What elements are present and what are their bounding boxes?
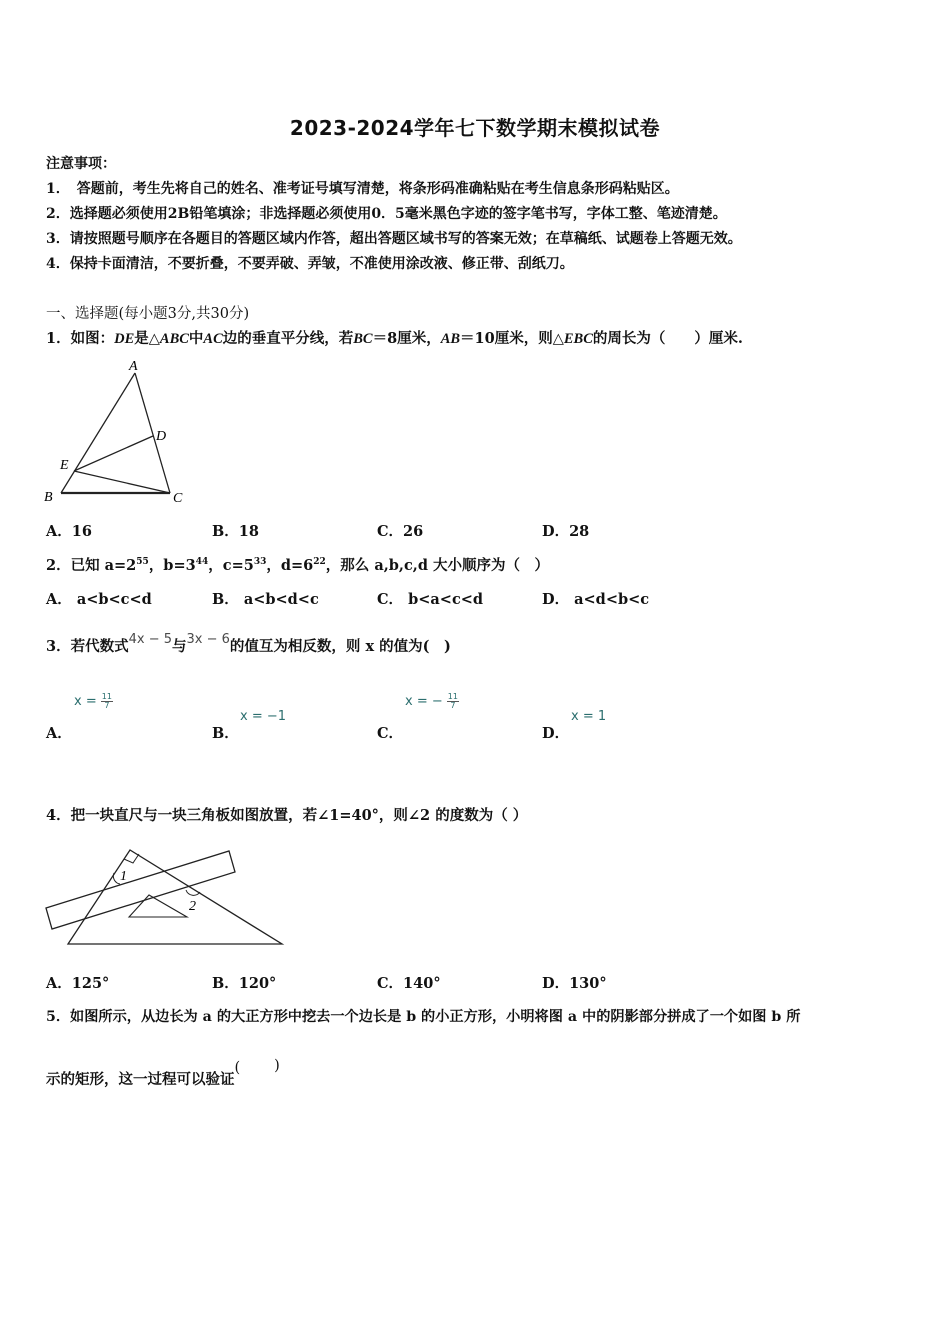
q2-option-a[interactable]: A． a<b<c<d — [46, 591, 152, 608]
q4-option-d[interactable]: D．130° — [542, 975, 607, 992]
angle-1-label: 1 — [120, 869, 127, 884]
q3-option-b[interactable]: x = −1 — [240, 709, 287, 724]
q2-option-b[interactable]: B． a<b<d<c — [212, 591, 319, 608]
question-2-text: 2．已知 $a=2^{55}$，$b=3^{44}$，$c=5^{33}$，$d=6^{22}$，那么 a,b,c,d 大小顺序为（ ） — [46, 557, 550, 574]
q3-option-a[interactable]: x = $\frac{11}{7}$ — [74, 692, 112, 710]
label-b: B — [44, 490, 53, 505]
q2-option-c[interactable]: C． b<a<c<d — [377, 591, 484, 608]
question-4-text: 4．把一块直尺与一块三角板如图放置，若∠1=40°，则∠2 的度数为（ ） — [46, 807, 528, 824]
q3-option-d[interactable]: x = 1 — [571, 709, 607, 724]
triangle-figure — [40, 355, 200, 510]
note-item: 4．保持卡面清洁，不要折叠，不要弄破、弄皱，不准使用涂改液、修正带、刮纸刀。 — [46, 256, 574, 272]
q3-option-a-letter: A． — [46, 725, 72, 742]
question-5-line2: 示的矩形，这一过程可以验证( ) — [46, 1058, 280, 1088]
note-item: 1． 答题前，考生先将自己的姓名、准考证号填写清楚，将条形码准确粘贴在考生信息条形码粘贴区。 — [46, 181, 679, 197]
section-heading: 一、选择题(每小题3分,共30分) — [46, 306, 250, 322]
q1-option-d[interactable]: D．28 — [542, 523, 590, 540]
angle-2-label: 2 — [189, 899, 196, 914]
q3-option-c-letter: C． — [377, 725, 404, 742]
label-d: D — [156, 429, 167, 444]
note-item: 2．选择题必须使用2B铅笔填涂；非选择题必须使用0．5毫米黑色字迹的签字笔书写，字体工整、笔迹清楚。 — [46, 206, 727, 222]
label-a: A — [129, 359, 138, 374]
q3-option-d-letter: D． — [542, 725, 570, 742]
note-item: 3．请按照题号顺序在各题目的答题区域内作答，超出答题区域书写的答案无效；在草稿纸、试题卷上答题无效。 — [46, 231, 742, 247]
q1-option-c[interactable]: C．26 — [377, 523, 424, 540]
expr-1: 4x − 5 — [128, 632, 172, 647]
ruler-triangle-figure — [40, 840, 290, 952]
label-e: E — [60, 458, 69, 473]
q3-option-c[interactable]: x = − $\frac{11}{7}$ — [405, 692, 458, 710]
q3-option-b-letter: B． — [212, 725, 239, 742]
notes-heading: 注意事项： — [46, 156, 116, 172]
q4-option-b[interactable]: B．120° — [212, 975, 277, 992]
q1-option-a[interactable]: A．16 — [46, 523, 92, 540]
expr-2: 3x − 6 — [186, 632, 230, 647]
question-3-text: 3．若代数式4x − 5与3x − 6的值互为相反数，则 x 的值为( ) — [46, 632, 451, 655]
q2-option-d[interactable]: D． a<d<b<c — [542, 591, 650, 608]
question-1-text: 1．如图：DE是△ABC中AC边的垂直平分线，若BC＝8厘米，AB＝10厘米，则△EBC的周长为（ ）厘米. — [46, 330, 743, 347]
q1-option-b[interactable]: B．18 — [212, 523, 259, 540]
q4-option-a[interactable]: A．125° — [46, 975, 110, 992]
question-5-line1: 5．如图所示，从边长为 a 的大正方形中挖去一个边长是 b 的小正方形，小明将图 a 中的阴影部分拼成了一个如图 b 所 — [46, 1009, 801, 1025]
q4-option-c[interactable]: C．140° — [377, 975, 441, 992]
page-title: 2023-2024学年七下数学期末模拟试卷 — [289, 116, 661, 140]
label-c: C — [173, 491, 183, 506]
